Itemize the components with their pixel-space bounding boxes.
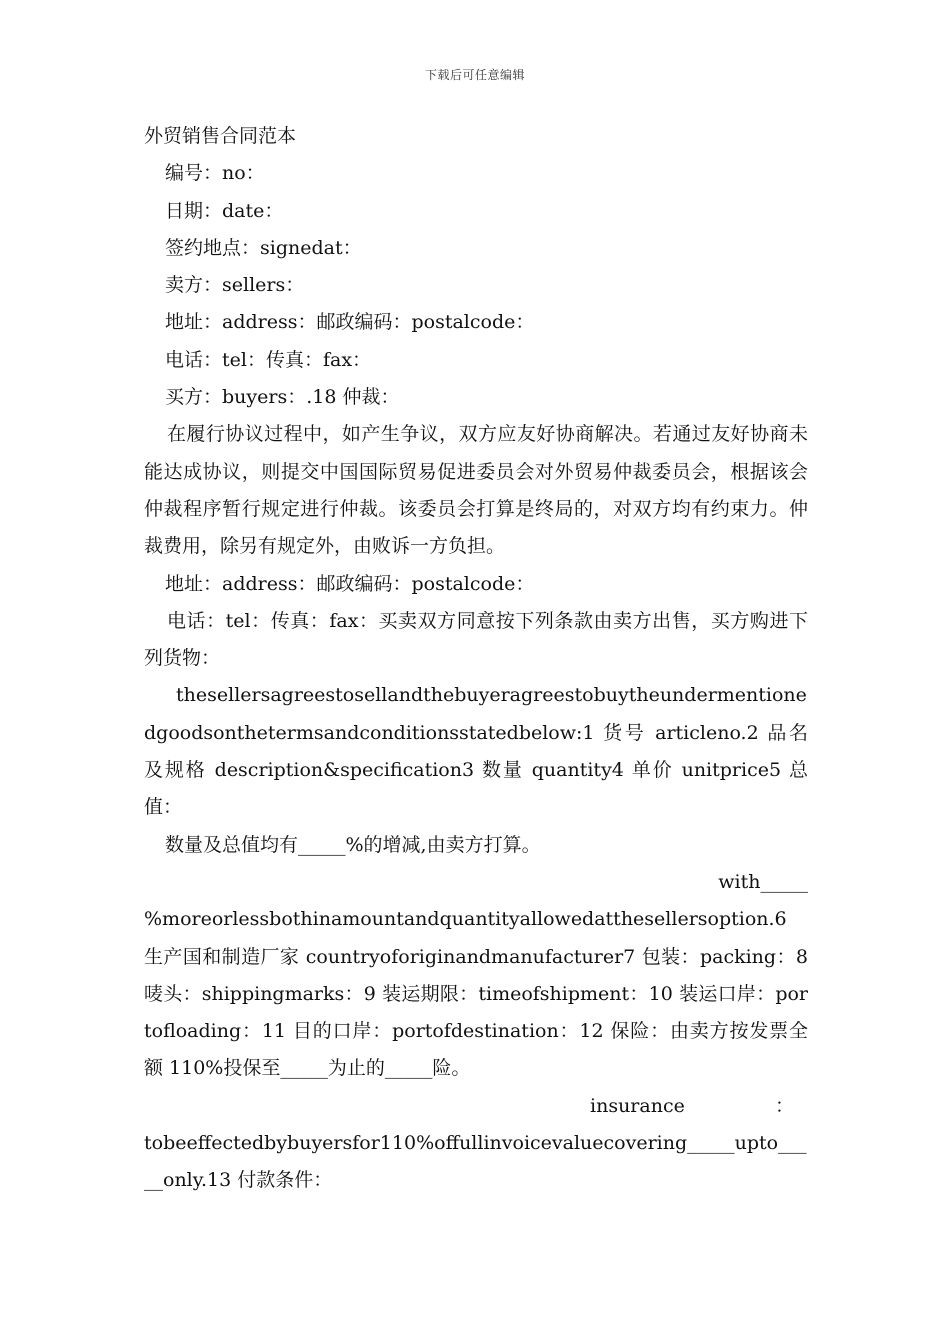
field-seller-tel: 电话：tel：传真：fax： (165, 348, 372, 371)
document-title: 外贸销售合同范本 (144, 125, 297, 147)
insurance-heading-row (144, 1088, 808, 1125)
field-buyer-address: 地址：address：邮政编码：postalcode： (165, 572, 535, 595)
insurance-paragraph: tobeeffectedbybuyersfor110%offullinvoicevaluecovering_____upto_____only.13 付款条件： (144, 1132, 807, 1192)
field-contract-no: 编号：no： (165, 162, 265, 185)
page-header: 下载后可任意编辑 (424, 68, 525, 82)
field-date: 日期：date： (165, 199, 284, 222)
arbitration-paragraph: 在履行协议过程中，如产生争议，双方应友好协商解决。若通过友好协商未能达成协议，则提交中国国际贸易促进委员会对外贸易仲裁委员会，根据该会仲裁程序暂行规定进行仲裁。该委员会打算是终局的，对双方均有约束力。仲裁费用，除另有规定外，由败诉一方负担。 (144, 423, 808, 558)
field-buyers: 买方：buyers：.18 仲裁： (165, 386, 400, 409)
field-signed-at: 签约地点：signedat： (165, 236, 362, 259)
english-terms-paragraph: thesellersagreestosellandthebuyeragreestobuytheundermentionedgoodsonthetermsandconditionsstatedbelow:1 货号 articleno.2 品名及规格 description&specification3 数量 quantity4 单价 unitprice5 总值： (144, 684, 808, 819)
field-seller-address: 地址：address：邮政编码：postalcode： (165, 311, 535, 334)
field-sellers: 卖方：sellers： (165, 274, 305, 297)
insurance-word: insurance (590, 1094, 685, 1117)
insurance-colon: ： (774, 1094, 794, 1117)
with-line: with_____ (718, 870, 808, 893)
quantity-clause: 数量及总值均有_____%的增减,由卖方打算。 (165, 833, 541, 856)
buyer-tel-paragraph: 电话：tel：传真：fax：买卖双方同意按下列条款由卖方出售，买方购进下列货物： (144, 609, 808, 670)
more-or-less-paragraph: %moreorlessbothinamountandquantityallowedatthesellersoption.6 生产国和制造厂家 countryoforiginandmanufacturer7 包装：packing：8 唛头：shippingmarks：9 装运期限：timeofshipment：10 装运口岸：portofloading：11 目的口岸：portofdestination：12 保险：由卖方按发票全额 110%投保至_____为止的_____险。 (144, 908, 808, 1080)
document-body (144, 118, 808, 1200)
